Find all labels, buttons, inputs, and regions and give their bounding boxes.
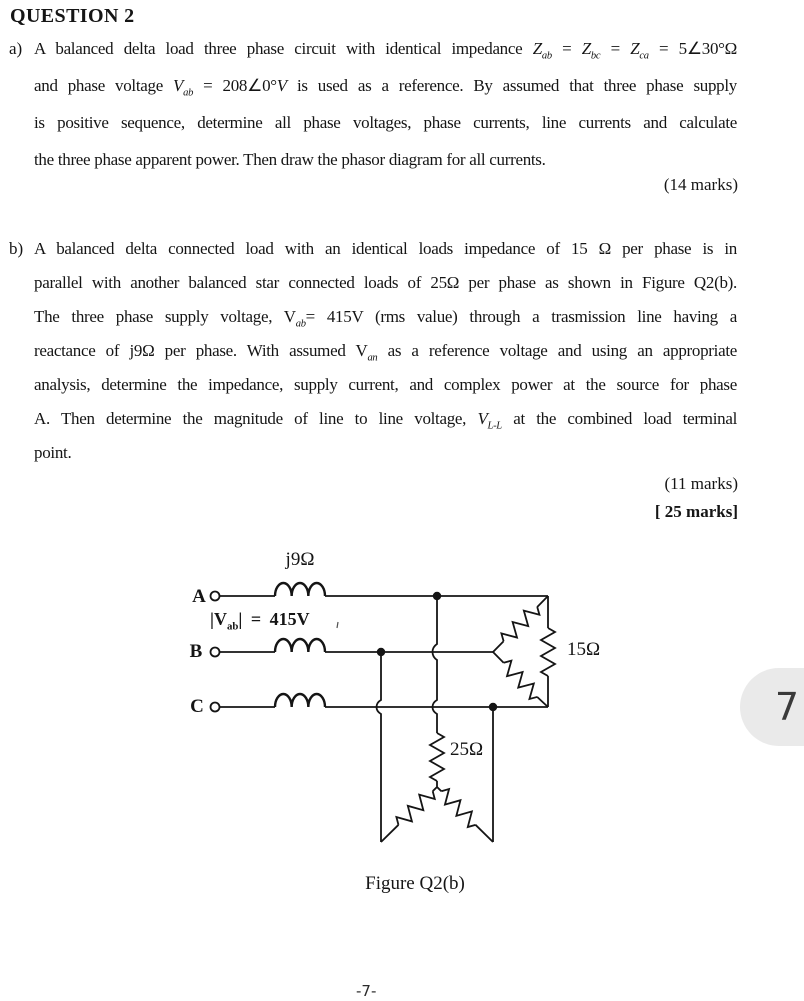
part-a-line-3: is positive sequence, determine all phase voltages, phase currents, line currents and calculate (34, 113, 737, 132)
part-a-line-1: A balanced delta load three phase circuit with identical impedance $Z_{ab} = Z_{bc} = Z_{ca}$ = 5∠30°Ω (34, 39, 737, 62)
page-number: -7- (356, 982, 377, 1000)
part-b-line-3: The three phase supply voltage, $V_{ab}= 415V$ (rms value) through a trasmission line having a (34, 307, 737, 330)
part-b-line-6: A. Then determine the magnitude of line to line voltage, $V_{L-L}$ at the combined load terminal (34, 409, 737, 432)
part-b-line-2: parallel with another balanced star connected loads of 25Ω per phase as shown in Figure Q2(b). (34, 273, 737, 292)
part-a-marks: (14 marks) (663, 175, 738, 194)
part-b-line-7: point. (34, 443, 72, 462)
terminal-b-label: B (189, 641, 203, 662)
vertical-taps (377, 596, 494, 842)
inductor-a (275, 583, 325, 596)
star-load-label: 25Ω (450, 739, 484, 760)
figure-caption: Figure Q2(b) (365, 873, 465, 894)
terminal-a-label: A (192, 586, 206, 607)
part-b-marker: b) (9, 239, 24, 258)
inductor-c (275, 694, 325, 707)
part-b-line-5: analysis, determine the impedance, supply current, and complex power at the source for phase (34, 375, 737, 394)
part-a-marker: a) (9, 39, 23, 58)
part-b-marks: (11 marks) (664, 474, 738, 493)
supply-voltage-label: $|V_{ab}| = 415V$ (210, 609, 310, 633)
line-inductors (275, 583, 325, 707)
terminal-c-label: C (190, 696, 204, 717)
inductor-b (275, 639, 325, 652)
circuit-diagram (150, 540, 620, 860)
stray-mark (337, 622, 338, 628)
question-title: QUESTION 2 (10, 5, 135, 27)
part-a-line-4: the three phase apparent power. Then draw the phasor diagram for all currents. (34, 150, 546, 169)
delta-load (493, 596, 555, 707)
delta-load-label: 15Ω (567, 639, 601, 660)
line-reactance-label: j9Ω (285, 549, 315, 570)
part-a-line-2: and phase voltage $V_{ab}$ = 208∠0°V is used as a reference. By assumed that three phase supply (34, 76, 737, 99)
part-b-line-1: A balanced delta connected load with an identical loads impedance of 15 Ω per phase is in (34, 239, 737, 258)
page-indicator-number: 7 (774, 685, 799, 729)
total-marks: [ 25 marks] (654, 502, 738, 521)
page-indicator-tab (740, 668, 804, 746)
part-b-line-4: reactance of j9Ω per phase. With assumed $V_{an}$ as a reference voltage and using an appropriate (34, 341, 737, 364)
